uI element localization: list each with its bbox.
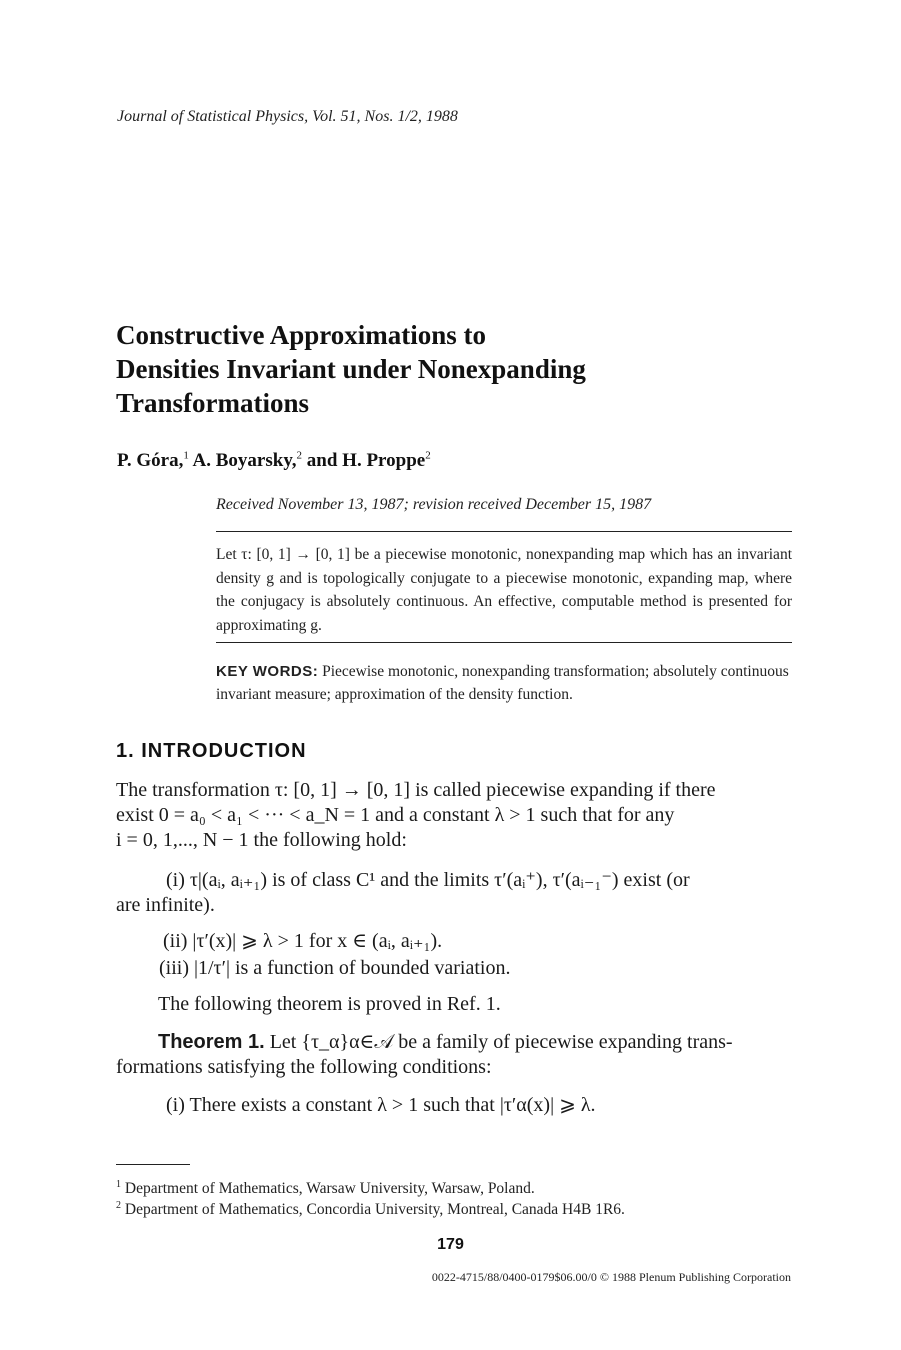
received-dates: Received November 13, 1987; revision received December 15, 1987 [216, 496, 652, 513]
keywords [216, 660, 792, 706]
footnote-1-text: Department of Mathematics, Warsaw University, Warsaw, Poland. [124, 1180, 535, 1197]
condition-iii: (iii) |1/τ′| is a function of bounded variation. [159, 957, 511, 979]
copyright-line: 0022-4715/88/0400-0179$06.00/0 © 1988 Plenum Publishing Corporation [431, 1270, 791, 1284]
author-3: and H. Proppe [306, 450, 426, 471]
intro-line-1: The transformation τ: [0, 1] → [0, 1] is called piecewise expanding if there [116, 779, 716, 801]
intro-line-3: i = 0, 1,..., N − 1 the following hold: [116, 829, 407, 851]
condition-i-line-1: (i) τ|(aᵢ, aᵢ₊₁) is of class C¹ and the limits τ′(aᵢ⁺), τ′(aᵢ₋₁⁻) exist (or [166, 869, 690, 891]
theorem-text: Let {τ_α}α∈𝒜 be a family of piecewise expanding trans- [269, 1031, 733, 1053]
paper-title [116, 318, 586, 420]
theorem-label: Theorem 1. [158, 1031, 265, 1053]
author-2: A. Boyarsky, [192, 450, 297, 471]
author-1: P. Góra, [117, 450, 184, 471]
theorem-line-2: formations satisfying the following conditions: [116, 1056, 492, 1078]
footnote-1-mark: 1 [116, 1178, 121, 1190]
footnote-rule [116, 1164, 190, 1165]
keywords-text: Piecewise monotonic, nonexpanding transformation; absolutely continuous invariant measure; approximation of the density function. [216, 663, 789, 703]
title-line-2: Densities Invariant under Nonexpanding [116, 354, 586, 384]
abstract-top-rule [216, 531, 792, 532]
condition-i [116, 868, 792, 918]
abstract: Let τ: [0, 1] → [0, 1] be a piecewise monotonic, nonexpanding map which has an invariant density g and is topologically conjugate to a piecewise monotonic, expanding map, where the conjugacy is absolutely continuous. An effective, computable method is presented for approximating g. [216, 546, 792, 634]
author-list [117, 450, 431, 472]
condition-ii: (ii) |τ′(x)| ⩾ λ > 1 for x ∈ (aᵢ, aᵢ₊₁). [163, 930, 443, 952]
author-1-affiliation: 1 [183, 449, 189, 462]
theorem-line-1 [116, 1030, 792, 1055]
footnote-2 [116, 1201, 625, 1219]
condition-i-line-2: are infinite). [116, 894, 215, 916]
title-line-3: Transformations [116, 388, 309, 418]
author-2-affiliation: 2 [296, 449, 303, 462]
theorem-reference: The following theorem is proved in Ref. 1. [158, 993, 501, 1015]
intro-line-2: exist 0 = a₀ < a₁ < ··· < a_N = 1 and a constant λ > 1 such that for any [116, 804, 675, 826]
theorem-1 [116, 1030, 792, 1080]
section-heading: 1. INTRODUCTION [116, 740, 307, 762]
intro-paragraph [116, 778, 792, 853]
page-number: 179 [437, 1236, 464, 1253]
title-line-1: Constructive Approximations to [116, 320, 487, 350]
theorem-condition-i: (i) There exists a constant λ > 1 such that |τ′α(x)| ⩾ λ. [166, 1094, 596, 1116]
abstract-bottom-rule [216, 642, 792, 643]
journal-citation: Journal of Statistical Physics, Vol. 51, Nos. 1/2, 1988 [117, 108, 458, 125]
author-3-affiliation: 2 [425, 449, 431, 462]
footnote-2-text: Department of Mathematics, Concordia University, Montreal, Canada H4B 1R6. [124, 1201, 625, 1218]
footnote-1 [116, 1180, 535, 1198]
footnote-2-mark: 2 [116, 1199, 121, 1211]
keywords-label: KEY WORDS: [216, 663, 319, 680]
